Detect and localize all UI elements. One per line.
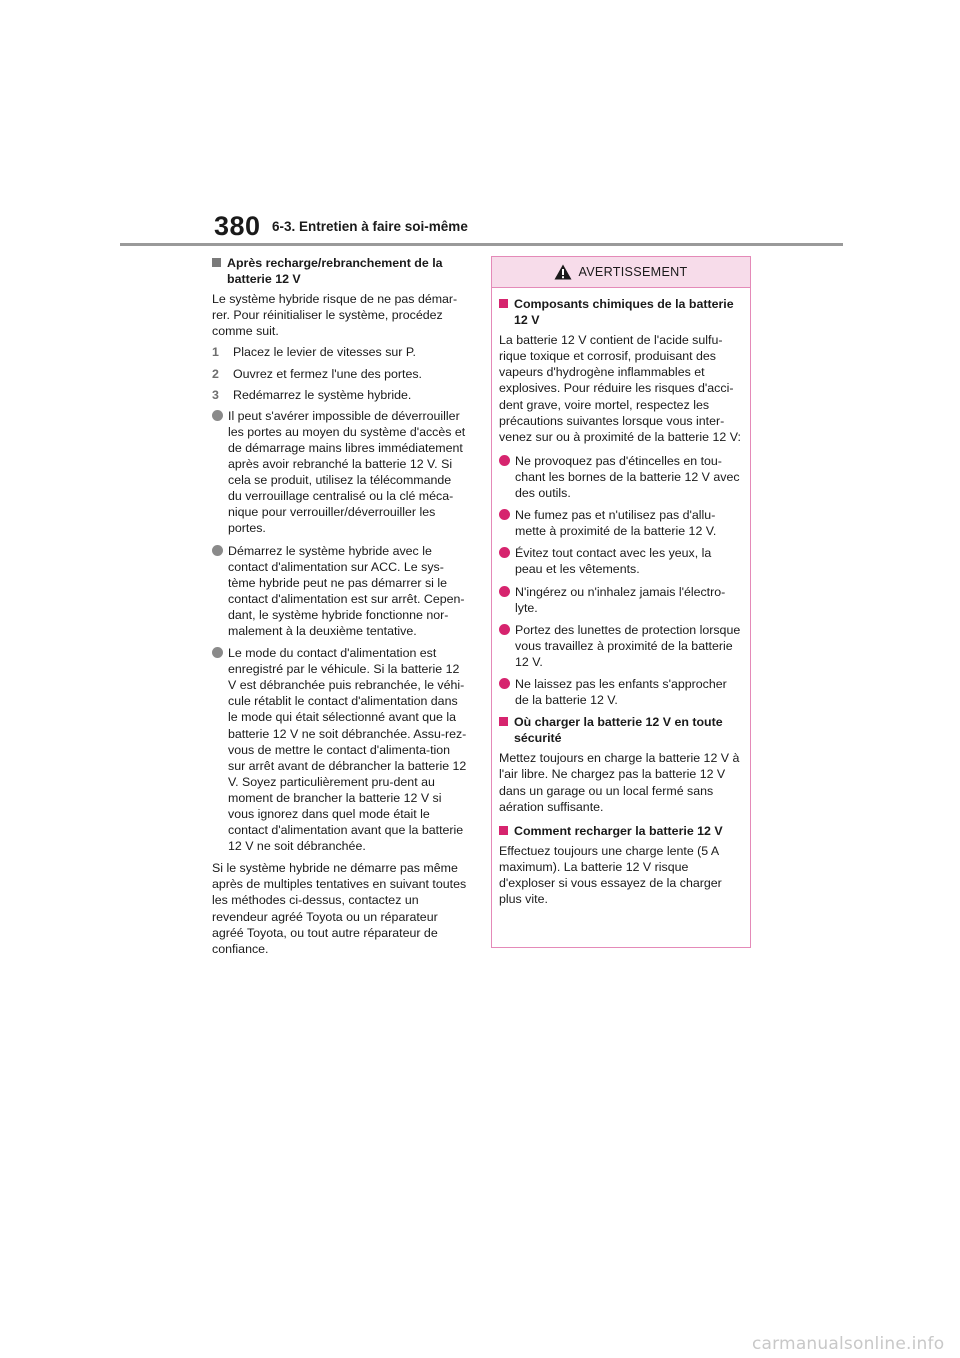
heading-text: Après recharge/rebranchement de la batterie 12 V (227, 256, 443, 287)
bullet-dot-icon (212, 545, 223, 556)
bullet-text: Portez des lunettes de protection lorsque vous travaillez à proximité de la batterie 12 V. (515, 622, 741, 669)
warning-bullet (499, 545, 742, 577)
warning-bullet (499, 507, 742, 539)
warning-bullet (499, 676, 742, 708)
heading-text: Où charger la batterie 12 V en toute sécurité (514, 715, 723, 746)
step-item (212, 366, 468, 382)
bullet-dot-icon (499, 455, 510, 466)
step-item (212, 387, 468, 403)
bullet-dot-icon (499, 547, 510, 558)
step-text: Redémarrez le système hybride. (233, 387, 412, 402)
warning-bullet (499, 584, 742, 616)
square-bullet-icon (499, 826, 508, 835)
warning-box (491, 256, 751, 948)
warning-section-heading (499, 296, 742, 328)
step-number: 1 (212, 345, 219, 360)
square-bullet-icon (499, 299, 508, 308)
bullet-text: Évitez tout contact avec les yeux, la peau et les vêtements. (515, 546, 712, 577)
warning-bullet (499, 453, 742, 501)
bullet-dot-icon (499, 586, 510, 597)
watermark: carmanualsonline.info (752, 1334, 945, 1354)
section-title: 6-3. Entretien à faire soi-même (272, 219, 468, 234)
square-bullet-icon (212, 258, 221, 267)
bullet-dot-icon (212, 410, 223, 421)
bullet-text: Démarrez le système hybride avec le contact d'alimentation sur ACC. Le sys-tème hybride peut ne pas démarrer si le contact d'alimentation est sur arrêt. Cepen-dant, le système hybride fonctionne nor-malement à la deuxième tentative. (228, 543, 465, 638)
bullet-text: Le mode du contact d'alimentation est enregistré par le véhicule. Si la batterie 12 V est débranchée puis rebranchée, le véhi-cule rétablit le contact d'alimentation dans le mode qui était sélectionné avant que la batterie 12 V ne soit débranchée. Assu-rez-vous de mettre le contact d'alimenta-tion sur arrêt avant de débrancher la batterie 12 V. Soyez particulièrement pru-dent au moment de brancher la batterie 12 V si vous ignorez dans quel mode était le contact d'alimentation avant que la batterie 12 V ne soit débranchée. (228, 646, 467, 854)
bullet-text: Ne provoquez pas d'étincelles en tou-chant les bornes de la batterie 12 V avec des outils. (515, 453, 740, 501)
bullet-dot-icon (499, 624, 510, 635)
header-rule (120, 243, 843, 246)
bullet-dot-icon (212, 647, 223, 658)
section-heading (212, 255, 468, 287)
warning-bullet (499, 622, 742, 670)
warning-paragraph: Mettez toujours en charge la batterie 12 V à l'air libre. Ne chargez pas la batterie 12 V dans un garage ou un local fermé sans aération suffisante. (499, 751, 740, 814)
warning-header (492, 257, 750, 288)
page-header (0, 0, 960, 250)
bullet-item (212, 645, 468, 854)
warning-paragraph: La batterie 12 V contient de l'acide sulfu-rique toxique et corrosif, produisant des vapeurs d'hydrogène inflammables et explosives. Pour réduire les risques d'acci-dent grave, voire mortel, respectez les précautions suivantes lorsque vous inter-venez sur ou à proximité de la batterie 12 V: (499, 333, 741, 444)
step-item (212, 344, 468, 360)
closing-paragraph: Si le système hybride ne démarre pas même après de multiples tentatives en suivant toutes les méthodes ci-dessus, contactez un revendeur agréé Toyota ou un réparateur agréé Toyota, ou tout autre réparateur de confiance. (212, 861, 467, 956)
heading-text: Composants chimiques de la batterie 12 V (514, 297, 734, 328)
bullet-text: Il peut s'avérer impossible de déverrouiller les portes au moyen du système d'accès et de démarrage mains libres immédiatement après avoir rebranché la batterie 12 V. Si cela se produit, utilisez la télécommande du verrouillage centralisé ou la clé méca-nique pour verrouiller/déverrouiller les portes. (228, 408, 466, 536)
warning-paragraph: Effectuez toujours une charge lente (5 A maximum). La batterie 12 V risque d'exploser si vous essayez de la charger plus vite. (499, 843, 722, 907)
bullet-text: Ne fumez pas et n'utilisez pas d'allu-mette à proximité de la batterie 12 V. (515, 508, 717, 539)
intro-paragraph: Le système hybride risque de ne pas démar-rer. Pour réinitialiser le système, procédez comme suit. (212, 292, 458, 339)
warning-section-heading (499, 823, 742, 839)
square-bullet-icon (499, 717, 508, 726)
bullet-item (212, 408, 468, 537)
warning-body (492, 288, 750, 907)
bullet-item (212, 543, 468, 640)
page-number: 380 (214, 211, 261, 241)
bullet-text: N'ingérez ou n'inhalez jamais l'électro-lyte. (515, 584, 726, 615)
warning-title: AVERTISSEMENT (578, 265, 688, 279)
step-text: Ouvrez et fermez l'une des portes. (233, 366, 422, 381)
warning-section-heading (499, 714, 742, 746)
warning-triangle-icon (554, 264, 572, 280)
bullet-dot-icon (499, 678, 510, 689)
left-column (212, 255, 468, 962)
heading-text: Comment recharger la batterie 12 V (514, 823, 723, 838)
step-text: Placez le levier de vitesses sur P. (233, 345, 416, 360)
bullet-dot-icon (499, 509, 510, 520)
bullet-text: Ne laissez pas les enfants s'approcher de la batterie 12 V. (515, 676, 727, 708)
step-number: 3 (212, 387, 219, 402)
step-number: 2 (212, 366, 219, 381)
